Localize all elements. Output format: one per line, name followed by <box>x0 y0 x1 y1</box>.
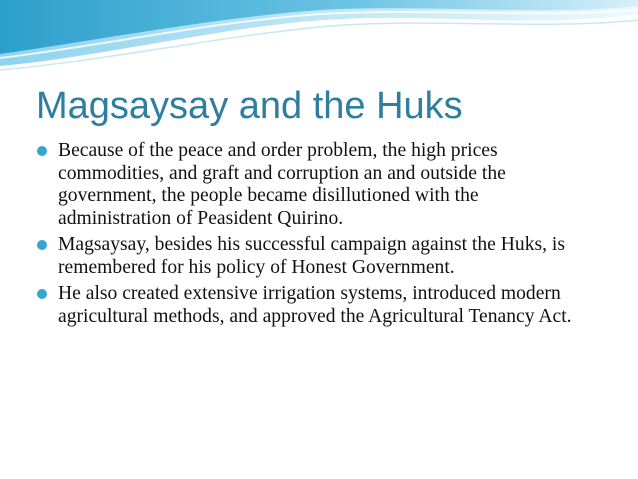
bullet-dot-icon <box>37 146 47 156</box>
wave-header-decoration <box>0 0 638 80</box>
bullet-list <box>36 140 596 332</box>
bullet-item <box>36 234 596 279</box>
slide-title: Magsaysay and the Huks <box>36 85 463 127</box>
bullet-dot-icon <box>37 289 47 299</box>
bullet-text: He also created extensive irrigation systems, introduced modern agricultural methods, and approved the Agricultural Tenancy Act. <box>58 283 572 327</box>
bullet-text: Because of the peace and order problem, the high prices commodities, and graft and corruption an and outside the government, the people became disillutioned with the administration of Peasident Quirino. <box>58 140 506 229</box>
bullet-dot-icon <box>37 240 47 250</box>
bullet-item <box>36 283 596 328</box>
bullet-text: Magsaysay, besides his successful campaign against the Huks, is remembered for his policy of Honest Government. <box>58 234 565 278</box>
bullet-item <box>36 140 596 230</box>
